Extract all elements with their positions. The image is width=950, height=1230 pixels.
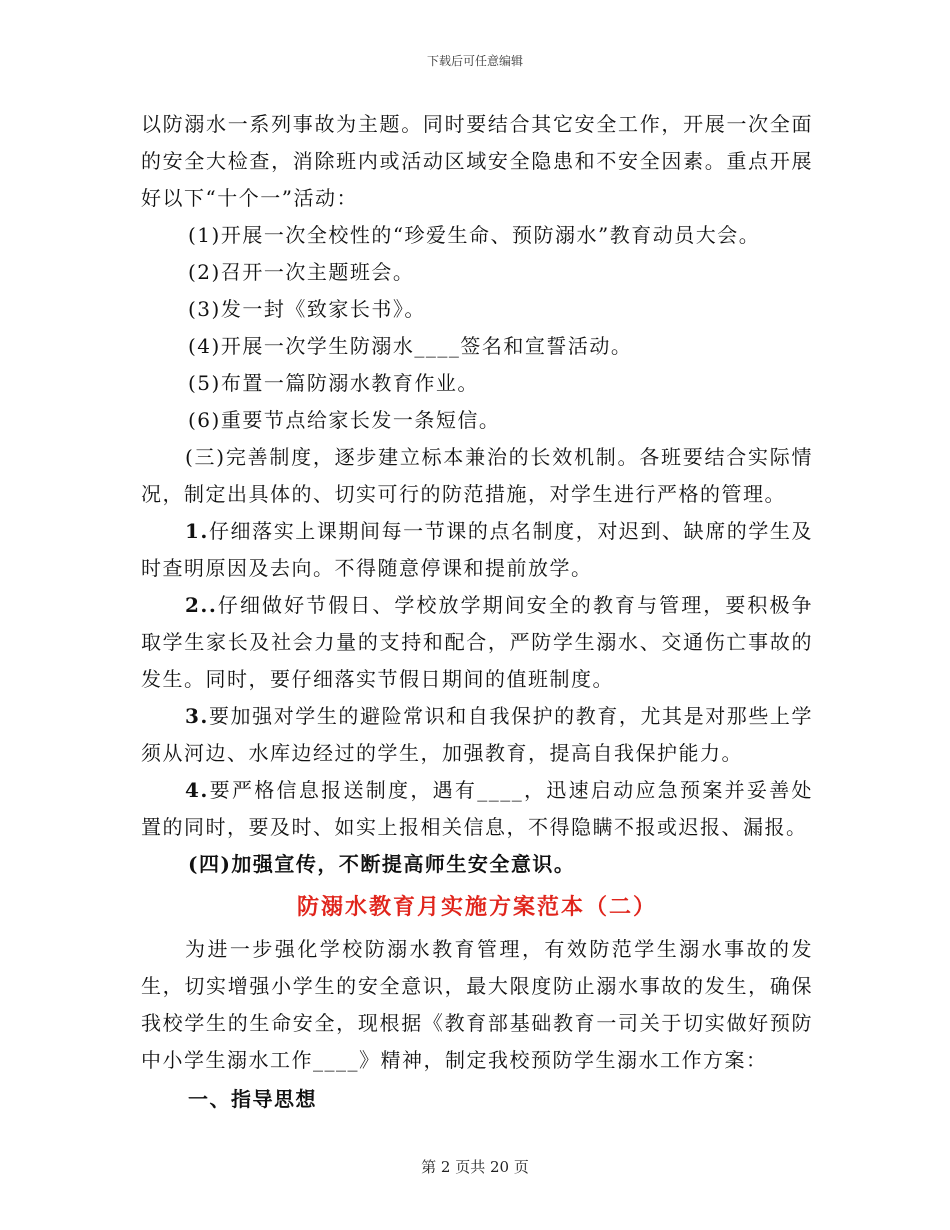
measure-paragraph-1 — [141, 513, 813, 587]
document-body — [141, 106, 813, 1118]
measure-paragraph-2 — [141, 587, 813, 698]
measure-number-1: 1. — [185, 519, 209, 543]
activity-item-4: (4)开展一次学生防溺水____签名和宣誓活动。 — [188, 334, 633, 358]
measure-paragraph-4 — [141, 772, 813, 846]
preamble-paragraph: 为进一步强化学校防溺水教育管理，有效防范学生溺水事故的发生，切实增强小学生的安全意识，最大限度防止溺水事故的发生，确保我校学生的生命安全，现根据《教育部基础教育一司关于切实做好预防中小学生溺水工作____》精神，制定我校预防学生溺水工作方案： — [141, 937, 813, 1072]
measure-text-2: 仔细做好节假日、学校放学期间安全的教育与管理，要积极争取学生家长及社会力量的支持和配合，严防学生溺水、交通伤亡事故的发生。同时，要仔细落实节假日期间的值班制度。 — [141, 593, 813, 691]
section-title: 防溺水教育月实施方案范本（二） — [296, 894, 657, 920]
activity-item-3: (3)发一封《致家长书》。 — [188, 297, 426, 321]
measure-paragraph-3 — [141, 698, 813, 772]
measure-text-4: 要严格信息报送制度，遇有____，迅速启动应急预案并妥善处置的同时，要及时、如实上报相关信息，不得隐瞒不报或迟报、漏报。 — [141, 778, 813, 839]
intro-paragraph: 以防溺水一系列事故为主题。同时要结合其它安全工作，开展一次全面的安全大检查，消除班内或活动区域安全隐患和不安全因素。重点开展好以下“十个一”活动： — [141, 112, 813, 210]
measure-number-2: 2.. — [185, 593, 218, 617]
guiding-idea-heading: 一、指导思想 — [188, 1087, 317, 1111]
section-3-paragraph: (三)完善制度，逐步建立标本兼治的长效机制。各班要结合实际情况，制定出具体的、切实可行的防范措施，对学生进行严格的管理。 — [141, 445, 813, 506]
measure-number-3: 3. — [185, 704, 209, 728]
page-header: 下载后可任意编辑 — [426, 54, 523, 68]
page-footer: 第 2 页共 20 页 — [421, 1158, 529, 1176]
measure-text-1: 仔细落实上课期间每一节课的点名制度，对迟到、缺席的学生及时查明原因及去向。不得随意停课和提前放学。 — [141, 519, 813, 580]
activity-item-6: (6)重要节点给家长发一条短信。 — [188, 408, 501, 432]
activity-item-5: (5)布置一篇防溺水教育作业。 — [188, 371, 479, 395]
measure-text-3: 要加强对学生的避险常识和自我保护的教育，尤其是对那些上学须从河边、水库边经过的学生，加强教育，提高自我保护能力。 — [141, 704, 813, 765]
measure-number-4: 4. — [185, 778, 209, 802]
activity-item-1: (1)开展一次全校性的“珍爱生命、预防溺水”教育动员大会。 — [188, 223, 761, 247]
section-4-heading: (四)加强宣传，不断提高师生安全意识。 — [188, 852, 576, 876]
activity-item-2: (2)召开一次主题班会。 — [188, 260, 415, 284]
